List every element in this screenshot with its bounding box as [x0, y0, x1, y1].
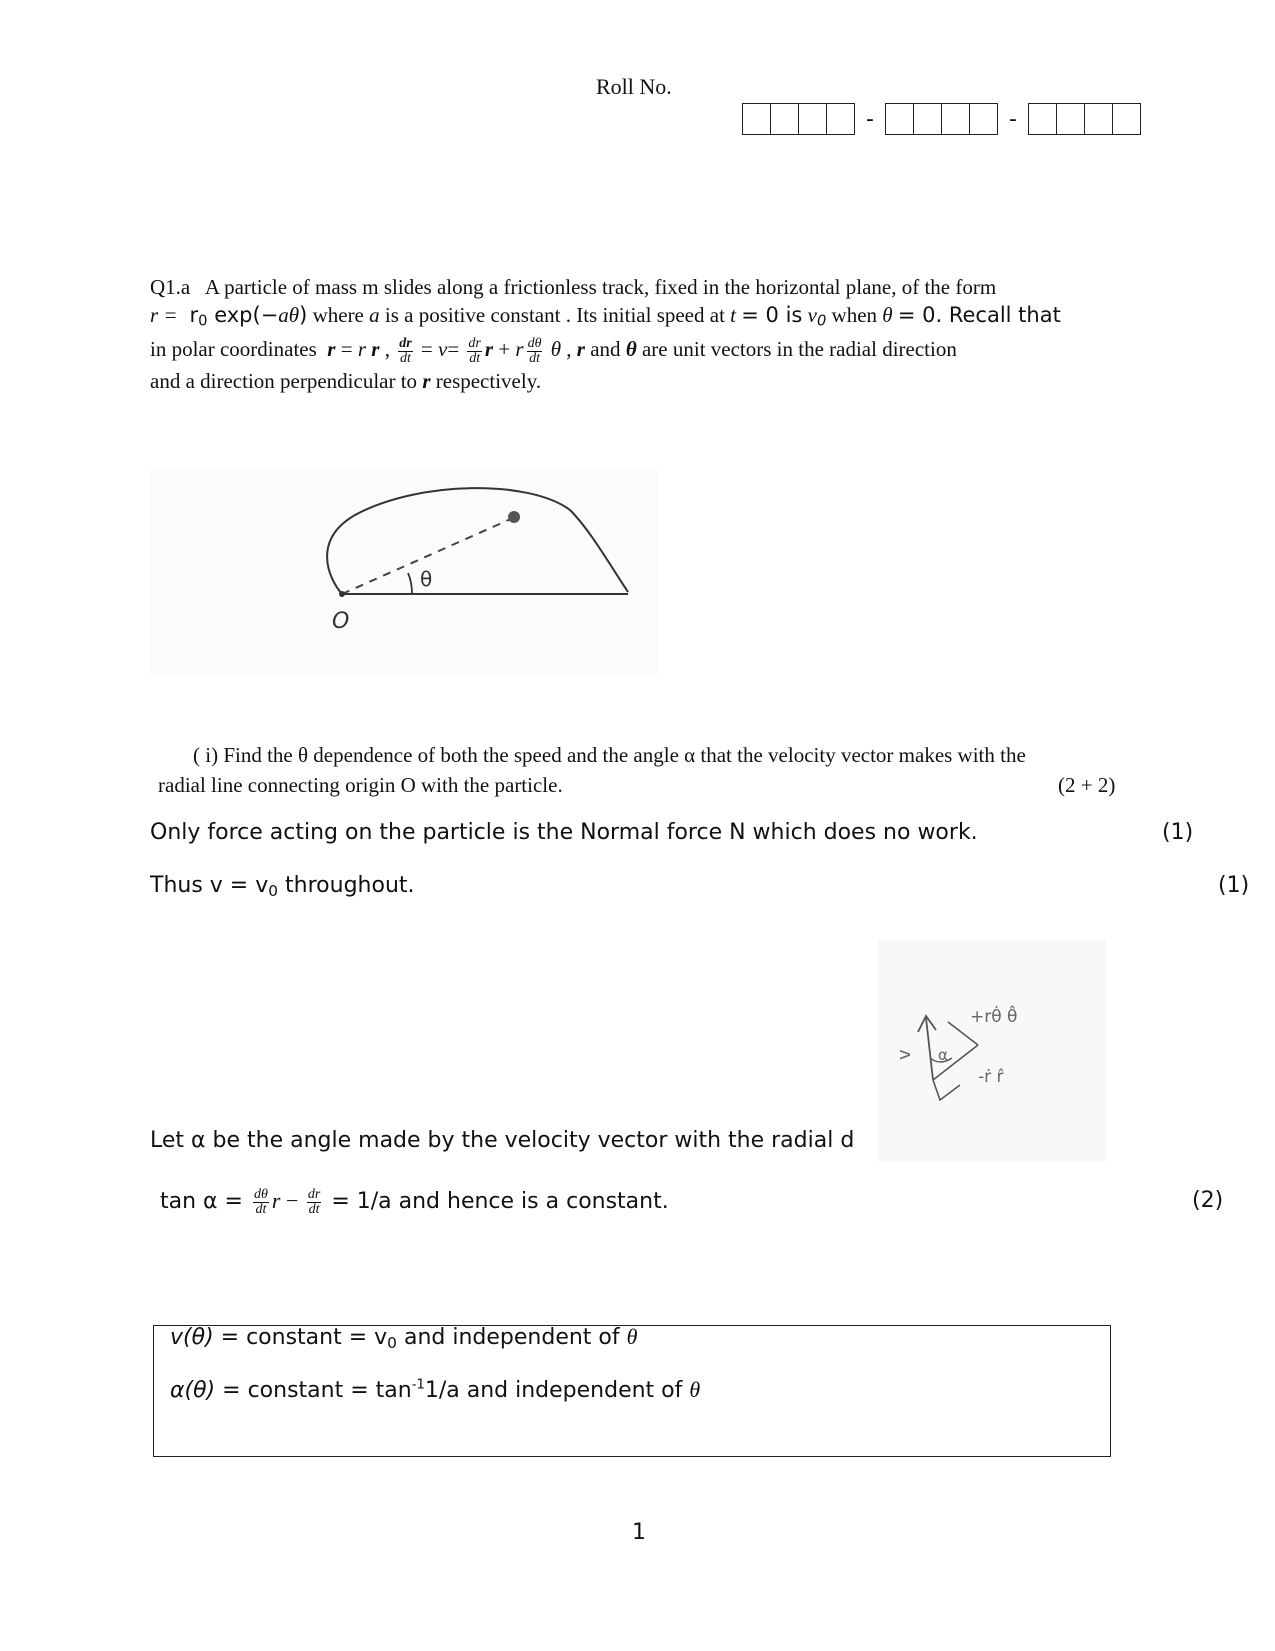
part-i-line-2: radial line connecting origin O with the particle. — [158, 773, 563, 797]
solution-line-3: Let α be the angle made by the velocity vector with the radial d — [150, 1128, 855, 1153]
roll-separator: - — [1009, 106, 1017, 132]
solution-line-2: Thus $v = v_0$ throughout. — [150, 873, 415, 900]
roll-no-group-3[interactable] — [1028, 103, 1141, 135]
roll-no-group-2[interactable] — [885, 103, 998, 135]
question-line-2: $r = r_0$ exp(−aθ) where a is a positive constant . Its initial speed at t = 0 is $v_0$ when θ = 0. Recall that — [150, 303, 1061, 330]
tan-alpha-equation: tan α = $\frac{d\theta}{dt}$ r − $\frac{dr}{dt}$ = 1/a and hence is a constant. — [160, 1187, 669, 1218]
roll-separator: - — [866, 106, 874, 132]
track-eq-lhs: r = — [150, 303, 178, 327]
answer-line-2: α(θ) = constant = $\tan^{-1}1/a$ and independent of θ — [170, 1377, 701, 1403]
solution-line-1-marks: (1) — [1162, 820, 1194, 845]
tan-alpha-marks: (2) — [1192, 1188, 1224, 1213]
question-line-1 — [150, 272, 996, 302]
solution-line-2-marks: (1) — [1218, 873, 1250, 898]
track-eq-rhs: $r_0$ exp(−aθ) — [182, 303, 308, 330]
theta-component-label: +rθ̇ θ̂ — [970, 1007, 1018, 1027]
roll-no-label: Roll No. — [596, 74, 672, 99]
question-line-3: in polar coordinates r = r r , $\frac{dr}{dt}$ = v= $\frac{dr}{dt}$ r + r $\frac{d\theta}{dt}$ θ , r and θ are unit vectors in the radial direction — [150, 335, 957, 366]
part-i-line-1: ( i) Find the θ dependence of both the speed and the angle α that the velocity vector makes with the — [193, 743, 1026, 767]
answer-line-1: v(θ) = constant = $v_0$ and independent of θ — [170, 1324, 638, 1352]
question-label: Q1.a — [150, 275, 191, 299]
question-text: A particle of mass m slides along a frictionless track, fixed in the horizontal plane, of the form — [204, 275, 997, 299]
polar-formula: r = r r , $\frac{dr}{dt}$ = v= $\frac{dr}{dt}$ r + r $\frac{d\theta}{dt}$ θ , r and θ — [327, 335, 637, 366]
angle-theta-label: θ — [420, 567, 433, 591]
origin-label: O — [332, 609, 350, 634]
track-figure — [150, 470, 658, 676]
alpha-label: α — [938, 1046, 948, 1064]
roll-no-boxes — [742, 103, 1141, 135]
page-number: 1 — [632, 1520, 646, 1545]
question-line-4: and a direction perpendicular to r respectively. — [150, 369, 542, 393]
velocity-label: v — [894, 1049, 915, 1060]
velocity-components-figure — [878, 940, 1106, 1162]
solution-line-1: Only force acting on the particle is the Normal force N which does no work. — [150, 820, 978, 845]
roll-no-group-1[interactable] — [742, 103, 855, 135]
r-component-label: -ṙ r̂ — [978, 1067, 1004, 1087]
part-i-marks: (2 + 2) — [1058, 773, 1116, 797]
